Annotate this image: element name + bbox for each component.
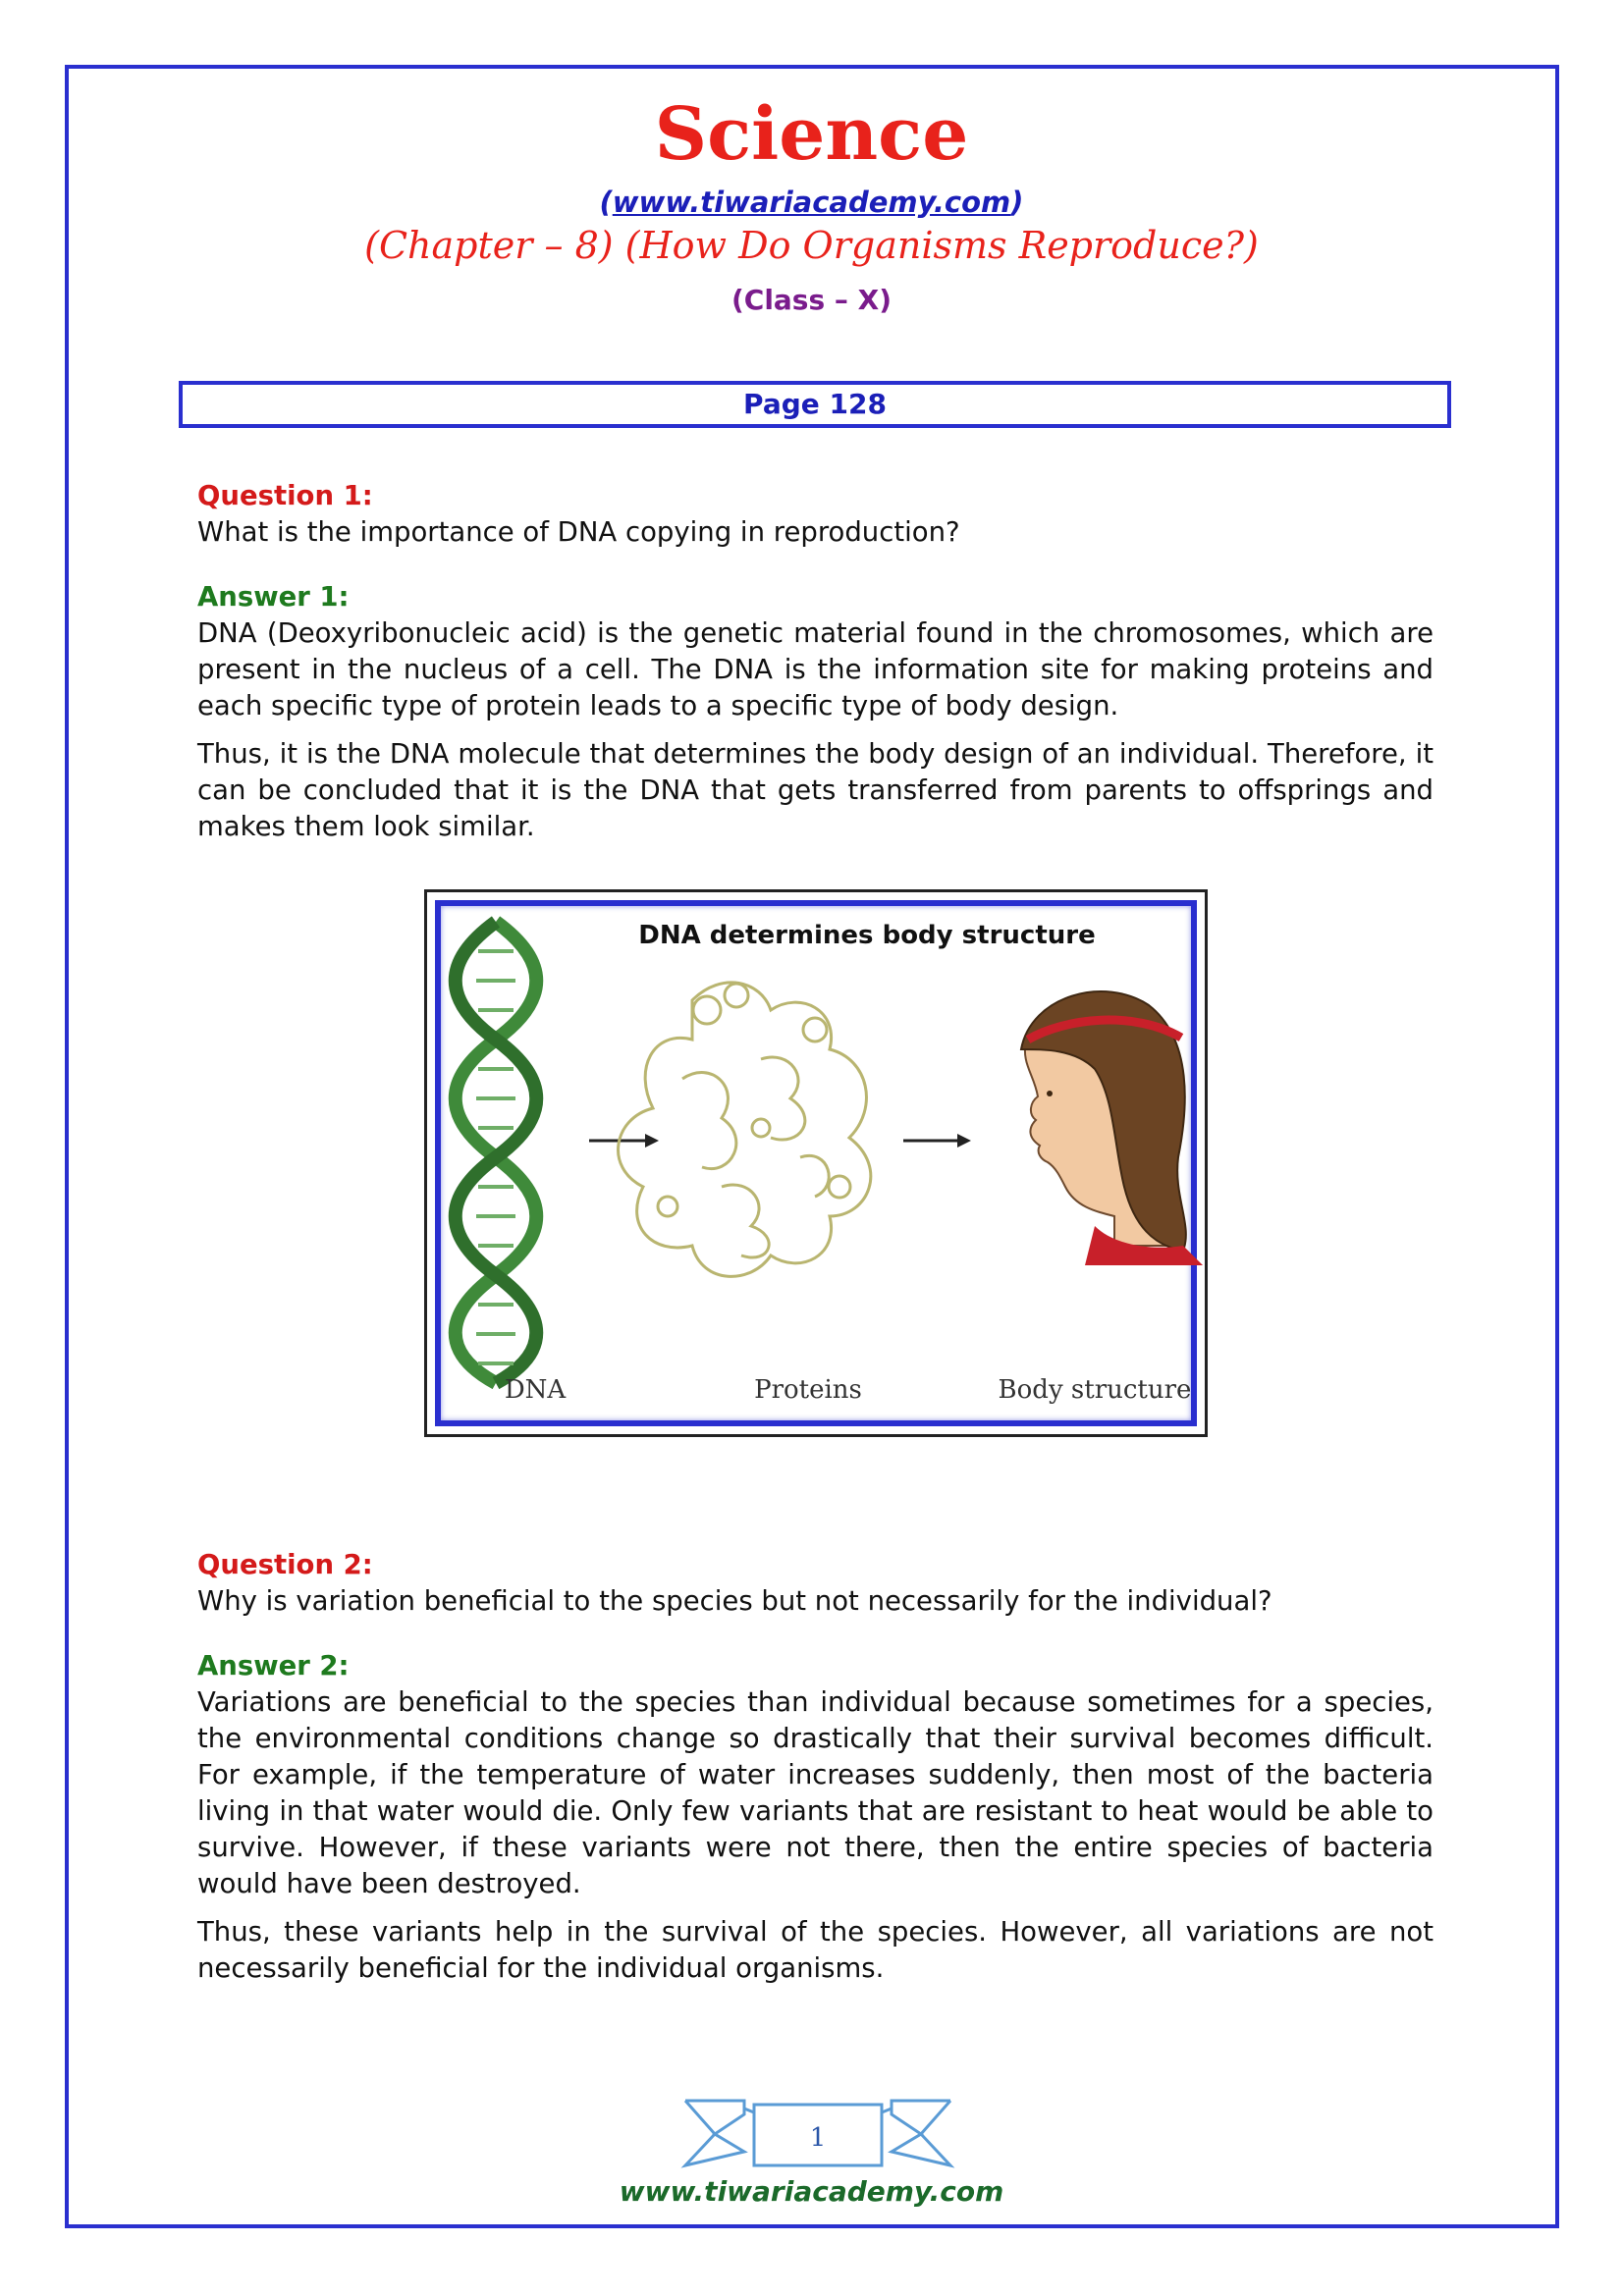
class-label: (Class – X) [730, 284, 893, 316]
question-1-text: What is the importance of DNA copying in reproduction? [197, 516, 960, 548]
dna-figure-illustration [427, 892, 1205, 1434]
arrow-dna-to-protein-icon [589, 1134, 659, 1148]
answer-1-label: Answer 1: [197, 581, 350, 613]
footer-website[interactable]: www.tiwariacademy.com [619, 2175, 1004, 2208]
answer-1-paragraph-2: Thus, it is the DNA molecule that determines the body design of an individual. Therefore, it can be concluded that it is the DNA that gets transferred from parents to offsprings and makes them look similar. [197, 738, 1434, 842]
question-2 [197, 1547, 1434, 1620]
dna-helix-icon [456, 922, 537, 1383]
answer-1-paragraph-1: DNA (Deoxyribonucleic acid) is the genetic material found in the chromosomes, which are present in the nucleus of a cell. The DNA is the information site for making proteins and each specific type of protein leads to a specific type of body design. [197, 617, 1434, 721]
header-website-link[interactable]: www.tiwariacademy.com [612, 186, 1011, 219]
figure-label-body-structure: Body structure [998, 1375, 1192, 1405]
human-head-icon [1021, 991, 1203, 1265]
footer-page-number: 1 [809, 2123, 827, 2153]
chapter-heading: (Chapter – 8) (How Do Organisms Reproduce?) [364, 224, 1259, 267]
footer-ribbon [676, 2091, 960, 2175]
answer-2-paragraph-2: Thus, these variants help in the survival of the species. However, all variations are not necessarily beneficial for the individual organisms. [197, 1916, 1434, 1984]
page-number-box: Page 128 [179, 381, 1451, 428]
question-1-label: Question 1: [197, 480, 373, 511]
answer-2-label: Answer 2: [197, 1650, 350, 1682]
dna-figure [424, 889, 1208, 1437]
figure-title: DNA determines body structure [638, 921, 1096, 950]
arrow-protein-to-body-icon [903, 1134, 971, 1148]
answer-1 [197, 579, 1434, 845]
question-2-text: Why is variation beneficial to the species but not necessarily for the individual? [197, 1585, 1272, 1617]
protein-structure-icon [619, 983, 871, 1276]
answer-2-paragraph-1: Variations are beneficial to the species than individual because sometimes for a species, the environmental conditions change so drastically that their survival becomes difficult. For example, if the temperature of water increases suddenly, then most of the bacteria living in that water would die. Only few variants that are resistant to heat would be able to survive. However, if these variants were not there, then the entire species of bacteria would have been destroyed. [197, 1686, 1434, 1899]
answer-2 [197, 1648, 1434, 1987]
figure-label-dna: DNA [504, 1375, 567, 1405]
figure-label-proteins: Proteins [754, 1375, 862, 1405]
header-website: (www.tiwariacademy.com) [599, 186, 1024, 219]
question-1 [197, 478, 1434, 551]
question-2-label: Question 2: [197, 1549, 373, 1580]
page-title: Science [654, 92, 969, 177]
